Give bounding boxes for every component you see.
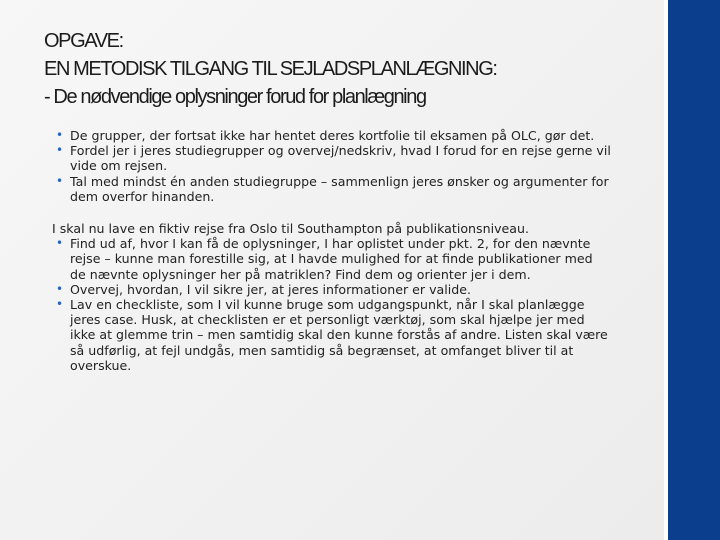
list-item <box>52 174 612 204</box>
list-item-text: Fordel jer i jeres studiegrupper og overvej/nedskriv, hvad I forud for en rejse gerne vil vide om rejsen. <box>70 143 611 174</box>
title-line: EN METODISK TILGANG TIL SEJLADSPLANLÆGNING: <box>44 58 497 80</box>
list-item-text: Tal med mindst én anden studiegruppe – sammenlign jeres ønsker og argumenter for dem overfor hinanden. <box>70 173 609 204</box>
slide-body <box>52 128 612 373</box>
list-item <box>52 236 612 282</box>
bullet-icon: • <box>56 128 64 142</box>
task-list-2 <box>52 236 612 373</box>
section-heading: I skal nu lave en fiktiv rejse fra Oslo til Southampton på publikationsniveau. <box>52 221 529 237</box>
list-item-text: Overvej, hvordan, I vil sikre jer, at jeres informationer er valide. <box>70 281 471 297</box>
bullet-icon: • <box>56 173 64 188</box>
task-list-1 <box>52 128 612 204</box>
list-item-text: Find ud af, hvor I kan få de oplysninger, I har oplistet under pkt. 2, for den nævnte rejse – kunne man forestille sig, at I havde mulighed for at finde publikationer med de nævnte oplysninger her på matriklen? Find dem og orienter jer i dem. <box>70 236 593 282</box>
bullet-icon: • <box>56 297 64 312</box>
list-item-text: Lav en checkliste, som I vil kunne bruge som udgangspunkt, når I skal planlægge jeres case. Husk, at checklisten er et personligt værktøj, som skal hjælpe jer med ikke at glemme trin – men samtidig skal den kunne forstås af andre. Listen skal være så udførlig, at fejl undgås, men samtidig så begrænset, at omfanget bliver til at overskue. <box>70 297 608 373</box>
list-item <box>52 297 612 373</box>
title-line: - De nødvendige oplysninger forud for planlægning <box>44 86 426 108</box>
bullet-icon: • <box>56 281 64 296</box>
list-item <box>52 128 612 143</box>
list-item <box>52 143 612 173</box>
title-line: OPGAVE: <box>44 30 123 52</box>
bullet-icon: • <box>56 143 64 158</box>
slide-title <box>44 27 654 111</box>
list-item <box>52 282 612 297</box>
accent-bar <box>668 0 720 540</box>
list-item-text: De grupper, der fortsat ikke har hentet deres kortfolie til eksamen på OLC, gør det. <box>70 128 595 143</box>
bullet-icon: • <box>56 236 64 251</box>
